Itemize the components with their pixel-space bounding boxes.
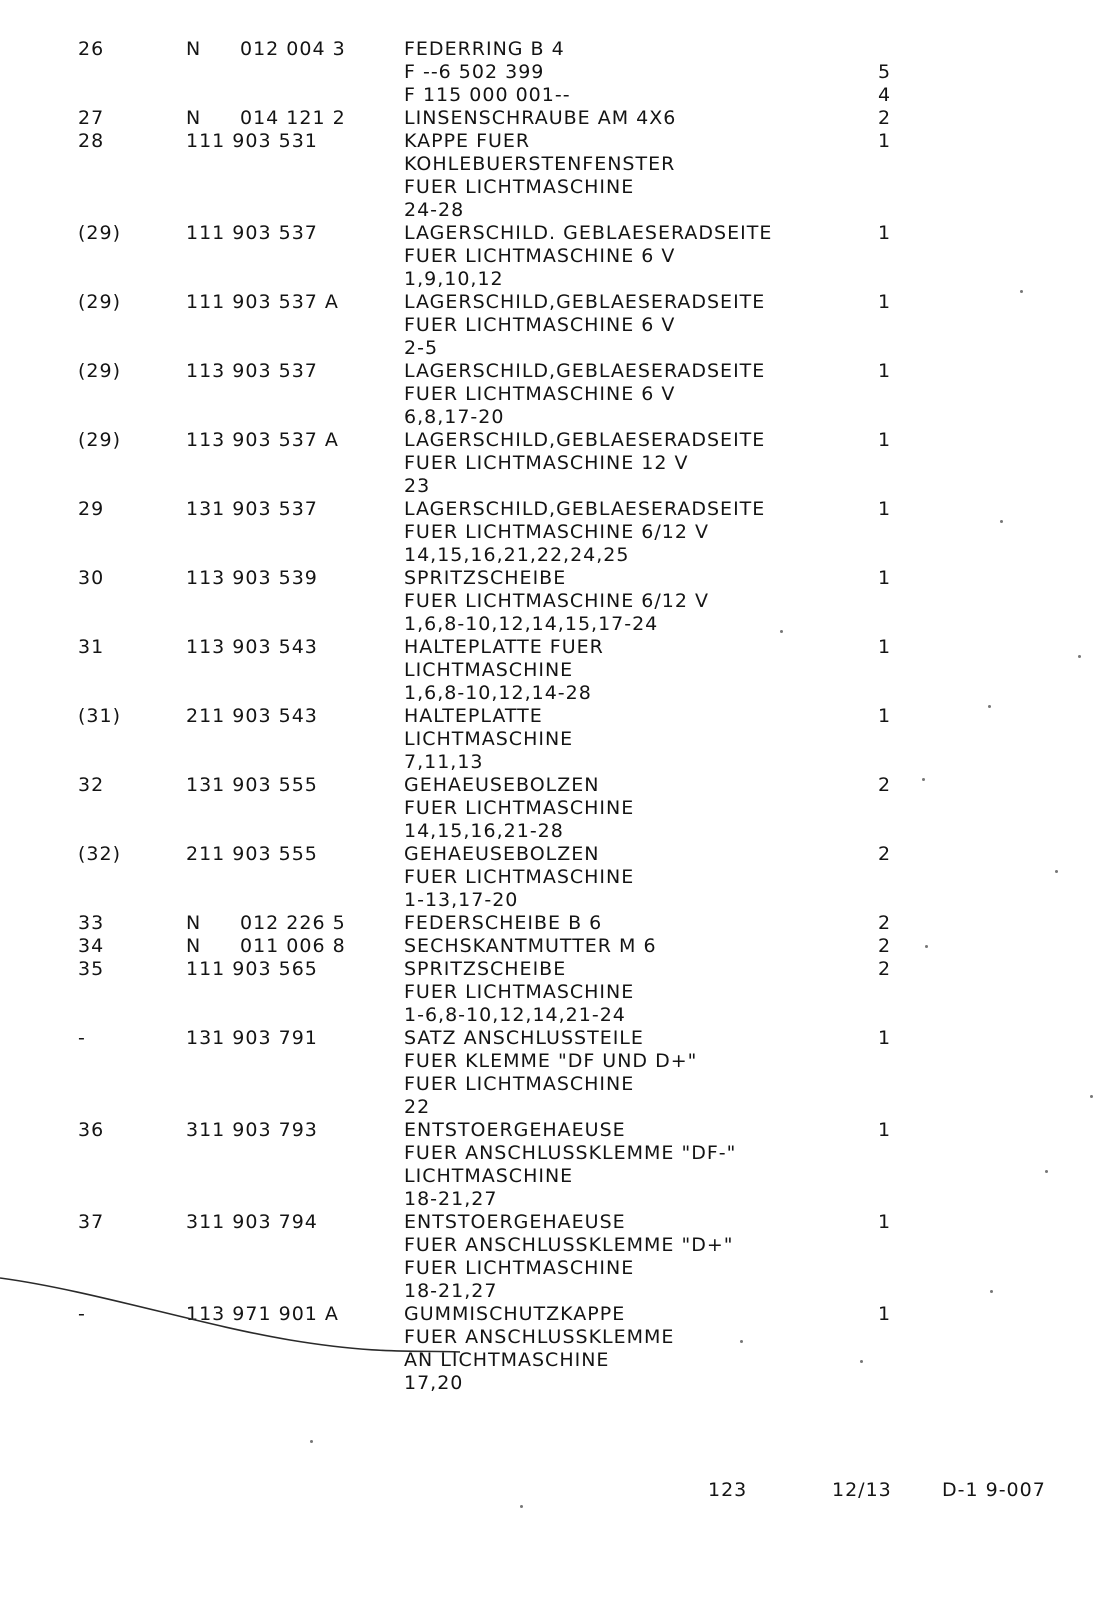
part-entry <box>0 498 1107 567</box>
entry-line <box>0 797 1107 820</box>
part-entry <box>0 1119 1107 1211</box>
entry-line <box>0 61 1107 84</box>
position-number: (29) <box>78 222 122 244</box>
scan-speck <box>925 945 928 948</box>
part-description-detail: FUER LICHTMASCHINE <box>404 981 635 1003</box>
part-description: LAGERSCHILD,GEBLAESERADSEITE <box>404 291 766 313</box>
quantity: 1 <box>878 1027 892 1049</box>
part-description-detail: 23 <box>404 475 431 497</box>
part-number: 113 903 539 <box>186 567 318 589</box>
part-description-detail: FUER LICHTMASCHINE <box>404 1257 635 1279</box>
part-description-detail: KOHLEBUERSTENFENSTER <box>404 153 676 175</box>
part-description-detail: 14,15,16,21,22,24,25 <box>404 544 630 566</box>
position-number: 27 <box>78 107 105 129</box>
part-description-detail: 7,11,13 <box>404 751 484 773</box>
entry-line <box>0 1326 1107 1349</box>
part-description-detail: FUER LICHTMASCHINE 6/12 V <box>404 521 709 543</box>
scan-speck <box>1045 1170 1048 1173</box>
part-number: 131 903 555 <box>186 774 318 796</box>
entry-line <box>0 360 1107 383</box>
entry-line <box>0 958 1107 981</box>
position-number: 30 <box>78 567 105 589</box>
entry-line <box>0 774 1107 797</box>
norm-prefix: N <box>186 38 202 60</box>
part-number: 131 903 791 <box>186 1027 318 1049</box>
entry-line <box>0 337 1107 360</box>
part-description-detail: 24-28 <box>404 199 465 221</box>
quantity: 2 <box>878 107 892 129</box>
entry-line <box>0 912 1107 935</box>
entry-line <box>0 1073 1107 1096</box>
part-description-detail: 22 <box>404 1096 431 1118</box>
quantity: 1 <box>878 498 892 520</box>
entry-line <box>0 728 1107 751</box>
entry-line <box>0 1234 1107 1257</box>
part-description-detail: FUER LICHTMASCHINE 6/12 V <box>404 590 709 612</box>
quantity: 5 <box>878 61 892 83</box>
part-description: ENTSTOERGEHAEUSE <box>404 1211 626 1233</box>
part-description-detail: LICHTMASCHINE <box>404 1165 574 1187</box>
entry-line <box>0 1050 1107 1073</box>
quantity: 1 <box>878 360 892 382</box>
quantity: 2 <box>878 774 892 796</box>
entry-line <box>0 199 1107 222</box>
part-description: SECHSKANTMUTTER M 6 <box>404 935 657 957</box>
entry-line <box>0 245 1107 268</box>
part-number: 011 006 8 <box>240 935 346 957</box>
entry-line <box>0 452 1107 475</box>
part-description: LAGERSCHILD,GEBLAESERADSEITE <box>404 360 766 382</box>
part-description-detail: LICHTMASCHINE <box>404 659 574 681</box>
entry-line <box>0 176 1107 199</box>
entry-line <box>0 130 1107 153</box>
entry-line <box>0 1257 1107 1280</box>
part-description-detail: LICHTMASCHINE <box>404 728 574 750</box>
part-description-detail: FUER LICHTMASCHINE <box>404 797 635 819</box>
position-number: 34 <box>78 935 105 957</box>
part-description-detail: 1-6,8-10,12,14,21-24 <box>404 1004 626 1026</box>
entry-line <box>0 1027 1107 1050</box>
part-description-detail: 1,6,8-10,12,14,15,17-24 <box>404 613 659 635</box>
quantity: 1 <box>878 429 892 451</box>
part-entry <box>0 291 1107 360</box>
part-description-detail: FUER LICHTMASCHINE 6 V <box>404 383 676 405</box>
quantity: 2 <box>878 935 892 957</box>
part-description: LAGERSCHILD. GEBLAESERADSEITE <box>404 222 773 244</box>
part-number: 111 903 537 A <box>186 291 339 313</box>
part-number: 311 903 793 <box>186 1119 318 1141</box>
part-description-detail: FUER LICHTMASCHINE 6 V <box>404 314 676 336</box>
entry-line <box>0 682 1107 705</box>
entry-line <box>0 1096 1107 1119</box>
part-entry <box>0 912 1107 935</box>
entry-line <box>0 544 1107 567</box>
entry-line <box>0 981 1107 1004</box>
entry-line <box>0 521 1107 544</box>
part-description-detail: 2-5 <box>404 337 439 359</box>
part-number: 014 121 2 <box>240 107 346 129</box>
entry-line <box>0 1119 1107 1142</box>
position-number: 36 <box>78 1119 105 1141</box>
quantity: 1 <box>878 636 892 658</box>
part-description: HALTEPLATTE <box>404 705 543 727</box>
part-description: FEDERSCHEIBE B 6 <box>404 912 603 934</box>
entry-line <box>0 84 1107 107</box>
entry-line <box>0 820 1107 843</box>
scan-speck <box>520 1505 523 1508</box>
part-description: GEHAEUSEBOLZEN <box>404 843 600 865</box>
part-description: GEHAEUSEBOLZEN <box>404 774 600 796</box>
position-number: 29 <box>78 498 105 520</box>
entry-line <box>0 406 1107 429</box>
scan-speck <box>740 1340 743 1343</box>
scan-speck <box>1020 290 1023 293</box>
quantity: 1 <box>878 1303 892 1325</box>
entry-line <box>0 1004 1107 1027</box>
entry-line <box>0 1303 1107 1326</box>
entry-line <box>0 889 1107 912</box>
entry-line <box>0 153 1107 176</box>
scan-speck <box>922 778 925 781</box>
scan-speck <box>1000 520 1003 523</box>
position-number: (29) <box>78 291 122 313</box>
entry-line <box>0 843 1107 866</box>
position-number: - <box>78 1027 86 1049</box>
part-description: SATZ ANSCHLUSSTEILE <box>404 1027 644 1049</box>
part-number: 113 971 901 A <box>186 1303 339 1325</box>
part-number: 012 004 3 <box>240 38 346 60</box>
scan-speck <box>990 1290 993 1293</box>
part-number: 211 903 555 <box>186 843 318 865</box>
entry-line <box>0 866 1107 889</box>
part-description: LAGERSCHILD,GEBLAESERADSEITE <box>404 429 766 451</box>
position-number: (31) <box>78 705 122 727</box>
position-number: 28 <box>78 130 105 152</box>
entry-line <box>0 314 1107 337</box>
part-description-detail: AN LICHTMASCHINE <box>404 1349 610 1371</box>
entry-line <box>0 1372 1107 1395</box>
part-number: 131 903 537 <box>186 498 318 520</box>
quantity: 2 <box>878 958 892 980</box>
entry-line <box>0 935 1107 958</box>
part-entry <box>0 38 1107 107</box>
part-description-detail: FUER LICHTMASCHINE <box>404 866 635 888</box>
part-entry <box>0 774 1107 843</box>
part-entry <box>0 429 1107 498</box>
position-number: (29) <box>78 429 122 451</box>
part-description-detail: FUER LICHTMASCHINE 6 V <box>404 245 676 267</box>
scan-speck <box>1078 655 1081 658</box>
part-description-detail: 14,15,16,21-28 <box>404 820 564 842</box>
scan-speck <box>310 1440 313 1443</box>
position-number: (32) <box>78 843 122 865</box>
part-description: GUMMISCHUTZKAPPE <box>404 1303 626 1325</box>
position-number: 37 <box>78 1211 105 1233</box>
position-number: 35 <box>78 958 105 980</box>
entry-line <box>0 613 1107 636</box>
entry-line <box>0 590 1107 613</box>
quantity: 2 <box>878 912 892 934</box>
entry-line <box>0 1349 1107 1372</box>
entry-line <box>0 1142 1107 1165</box>
part-description-detail: F --6 502 399 <box>404 61 545 83</box>
quantity: 1 <box>878 222 892 244</box>
quantity: 1 <box>878 1211 892 1233</box>
entry-line <box>0 475 1107 498</box>
position-number: (29) <box>78 360 122 382</box>
part-description: SPRITZSCHEIBE <box>404 567 567 589</box>
part-description-detail: 18-21,27 <box>404 1188 498 1210</box>
part-entry <box>0 1211 1107 1303</box>
part-description-detail: FUER LICHTMASCHINE <box>404 1073 635 1095</box>
part-description-detail: FUER LICHTMASCHINE <box>404 176 635 198</box>
revision-date: 12/13 <box>832 1479 892 1501</box>
position-number: 33 <box>78 912 105 934</box>
part-description: KAPPE FUER <box>404 130 531 152</box>
part-description-detail: 18-21,27 <box>404 1280 498 1302</box>
entry-line <box>0 268 1107 291</box>
part-description: ENTSTOERGEHAEUSE <box>404 1119 626 1141</box>
part-entry <box>0 567 1107 636</box>
position-number: - <box>78 1303 86 1325</box>
scan-speck <box>1055 870 1058 873</box>
part-number: 012 226 5 <box>240 912 346 934</box>
part-entry <box>0 636 1107 705</box>
part-number: 113 903 543 <box>186 636 318 658</box>
position-number: 26 <box>78 38 105 60</box>
entry-line <box>0 659 1107 682</box>
part-entry <box>0 958 1107 1027</box>
document-code: D-1 9-007 <box>942 1479 1046 1501</box>
norm-prefix: N <box>186 107 202 129</box>
quantity: 2 <box>878 843 892 865</box>
entry-line <box>0 1188 1107 1211</box>
entry-line <box>0 1280 1107 1303</box>
entry-line <box>0 1165 1107 1188</box>
entry-line <box>0 107 1107 130</box>
scan-speck <box>988 705 991 708</box>
part-description-detail: 6,8,17-20 <box>404 406 505 428</box>
part-entry <box>0 935 1107 958</box>
scan-speck <box>780 630 783 633</box>
part-number: 111 903 537 <box>186 222 318 244</box>
part-number: 211 903 543 <box>186 705 318 727</box>
scan-speck <box>1090 1095 1093 1098</box>
part-description-detail: FUER ANSCHLUSSKLEMME <box>404 1326 675 1348</box>
part-entry <box>0 222 1107 291</box>
part-description: HALTEPLATTE FUER <box>404 636 604 658</box>
part-description-detail: FUER ANSCHLUSSKLEMME "DF-" <box>404 1142 737 1164</box>
part-description-detail: F 115 000 001-- <box>404 84 571 106</box>
part-description: FEDERRING B 4 <box>404 38 565 60</box>
page-number: 123 <box>708 1479 748 1501</box>
norm-prefix: N <box>186 912 202 934</box>
quantity: 1 <box>878 130 892 152</box>
part-entry <box>0 130 1107 222</box>
part-number: 111 903 565 <box>186 958 318 980</box>
part-description: LINSENSCHRAUBE AM 4X6 <box>404 107 677 129</box>
entry-line <box>0 567 1107 590</box>
scan-speck <box>860 1360 863 1363</box>
quantity: 4 <box>878 84 892 106</box>
entry-line <box>0 751 1107 774</box>
quantity: 1 <box>878 705 892 727</box>
norm-prefix: N <box>186 935 202 957</box>
part-description-detail: 1,6,8-10,12,14-28 <box>404 682 592 704</box>
entry-line <box>0 498 1107 521</box>
part-entry <box>0 360 1107 429</box>
position-number: 31 <box>78 636 105 658</box>
part-description: LAGERSCHILD,GEBLAESERADSEITE <box>404 498 766 520</box>
part-description-detail: 1,9,10,12 <box>404 268 504 290</box>
part-description-detail: FUER LICHTMASCHINE 12 V <box>404 452 689 474</box>
quantity: 1 <box>878 291 892 313</box>
part-entry <box>0 843 1107 912</box>
part-entry <box>0 1303 1107 1395</box>
part-description: SPRITZSCHEIBE <box>404 958 567 980</box>
part-entry <box>0 107 1107 130</box>
entry-line <box>0 383 1107 406</box>
entry-line <box>0 291 1107 314</box>
part-number: 113 903 537 <box>186 360 318 382</box>
entry-line <box>0 636 1107 659</box>
entry-line <box>0 429 1107 452</box>
part-entry <box>0 705 1107 774</box>
entry-line <box>0 705 1107 728</box>
part-number: 113 903 537 A <box>186 429 339 451</box>
part-entry <box>0 1027 1107 1119</box>
quantity: 1 <box>878 567 892 589</box>
entry-line <box>0 222 1107 245</box>
part-description-detail: FUER ANSCHLUSSKLEMME "D+" <box>404 1234 734 1256</box>
quantity: 1 <box>878 1119 892 1141</box>
entry-line <box>0 1211 1107 1234</box>
part-description-detail: FUER KLEMME "DF UND D+" <box>404 1050 698 1072</box>
part-number: 111 903 531 <box>186 130 318 152</box>
entry-line <box>0 38 1107 61</box>
position-number: 32 <box>78 774 105 796</box>
part-description-detail: 17,20 <box>404 1372 464 1394</box>
part-description-detail: 1-13,17-20 <box>404 889 519 911</box>
part-number: 311 903 794 <box>186 1211 318 1233</box>
